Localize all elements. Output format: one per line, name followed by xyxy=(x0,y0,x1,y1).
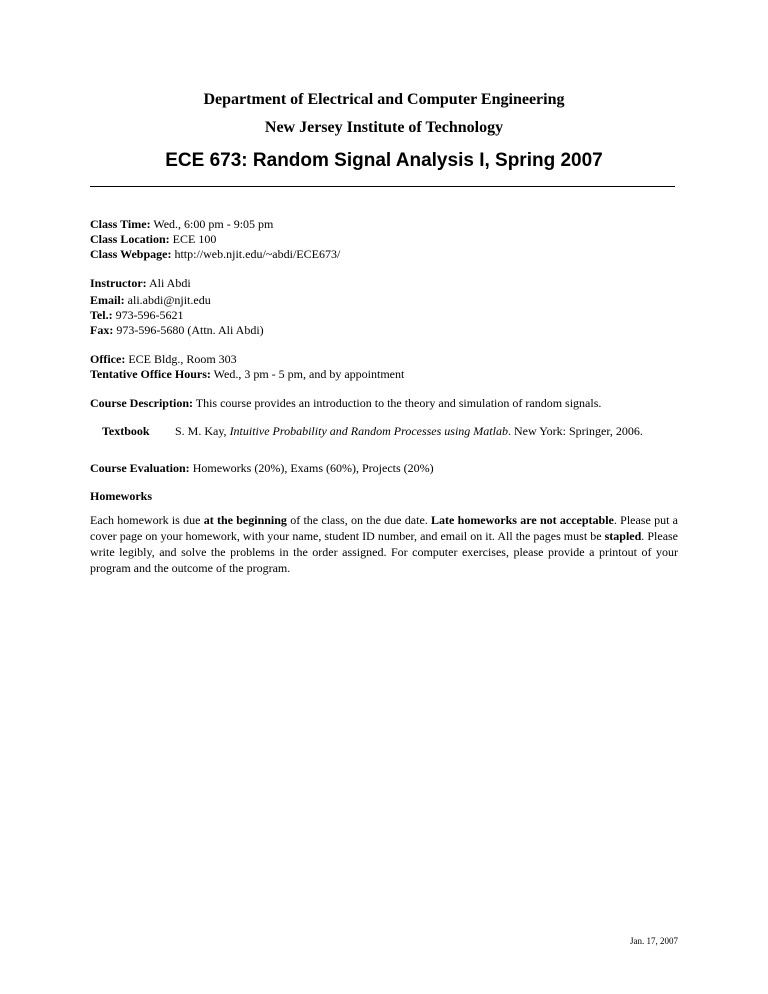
fax-line xyxy=(90,323,264,338)
instructor-value: Ali Abdi xyxy=(146,276,191,290)
title-divider xyxy=(90,186,675,187)
instructor-line xyxy=(90,276,191,291)
course-evaluation-line xyxy=(90,461,434,476)
tel-line xyxy=(90,308,184,323)
office-line xyxy=(90,352,237,367)
office-value: ECE Bldg., Room 303 xyxy=(125,352,237,366)
course-evaluation-value: Homeworks (20%), Exams (60%), Projects (20%) xyxy=(189,461,434,475)
homeworks-text-4: . Please write legibly, and solve the problems in the order assigned. For computer exercises, please provide a printout of your program and the outcome of the program. xyxy=(90,529,679,575)
instructor-label: Instructor: xyxy=(90,276,147,290)
class-webpage-value: http://web.njit.edu/~abdi/ECE673/ xyxy=(171,247,341,261)
office-hours-label: Tentative Office Hours: xyxy=(90,367,211,381)
fax-value: 973-596-5680 (Attn. Ali Abdi) xyxy=(113,323,264,337)
office-hours-line xyxy=(90,367,404,382)
tel-label: Tel.: xyxy=(90,308,113,322)
class-time-value: Wed., 6:00 pm - 9:05 pm xyxy=(150,217,274,231)
office-label: Office: xyxy=(90,352,126,366)
homeworks-bold-1: at the beginning xyxy=(203,513,287,527)
homeworks-heading: Homeworks xyxy=(90,489,152,503)
homeworks-bold-3: stapled xyxy=(604,529,642,543)
homeworks-bold-2: Late homeworks are not acceptable xyxy=(431,513,614,527)
email-label: Email: xyxy=(90,293,125,307)
institute-heading: New Jersey Institute of Technology xyxy=(264,119,504,136)
class-webpage-line xyxy=(90,247,340,262)
homeworks-text-1: Each homework is due xyxy=(90,513,204,527)
class-webpage-label: Class Webpage: xyxy=(90,247,172,261)
homeworks-text-3: . Please put a cover page on your homework, with your name, student ID number, and email on it. All the pages must be xyxy=(90,513,678,543)
email-value: ali.abdi@njit.edu xyxy=(124,293,211,307)
course-description-label: Course Description: xyxy=(90,396,193,410)
textbook-author: S. M. Kay, xyxy=(175,424,230,438)
textbook-title: Intuitive Probability and Random Processes using Matlab xyxy=(229,424,508,438)
class-location-line xyxy=(90,232,216,247)
department-heading: Department of Electrical and Computer Engineering xyxy=(203,91,565,108)
class-location-label: Class Location: xyxy=(90,232,170,246)
footer-date: Jan. 17, 2007 xyxy=(630,936,678,946)
class-time-line xyxy=(90,217,273,232)
homeworks-paragraph xyxy=(90,512,678,576)
office-hours-value: Wed., 3 pm - 5 pm, and by appointment xyxy=(210,367,405,381)
class-time-label: Class Time: xyxy=(90,217,151,231)
course-evaluation-label: Course Evaluation: xyxy=(90,461,190,475)
homeworks-text-2: of the class, on the due date. xyxy=(286,513,432,527)
fax-label: Fax: xyxy=(90,323,114,337)
textbook-label: Textbook xyxy=(102,424,150,438)
course-description-value: This course provides an introduction to the theory and simulation of random signals. xyxy=(192,396,602,410)
email-line xyxy=(90,293,211,308)
textbook-citation xyxy=(175,424,643,439)
class-location-value: ECE 100 xyxy=(169,232,217,246)
tel-value: 973-596-5621 xyxy=(112,308,184,322)
course-description-line xyxy=(90,396,601,411)
textbook-publisher: . New York: Springer, 2006. xyxy=(507,424,643,438)
course-title: ECE 673: Random Signal Analysis I, Spring 2007 xyxy=(165,150,603,171)
